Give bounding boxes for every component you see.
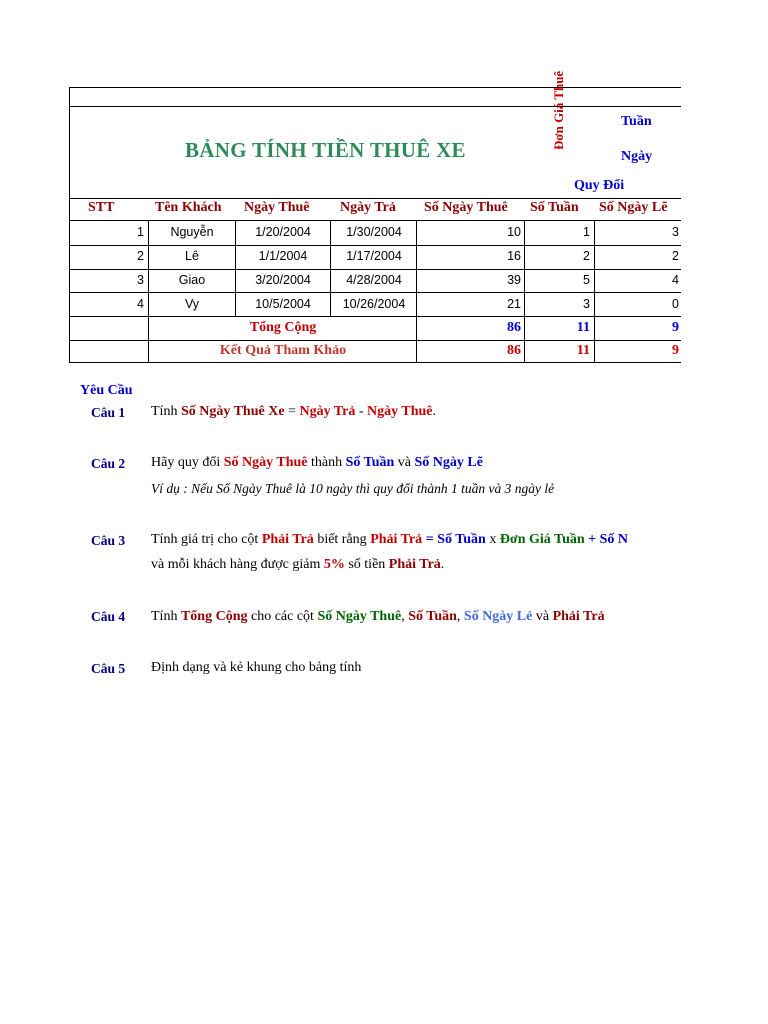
total-extra: 9 — [672, 320, 679, 335]
cell-end: 1/30/2004 — [346, 225, 402, 239]
q4-label: Câu 4 — [91, 609, 126, 624]
cell-extra: 3 — [672, 225, 679, 239]
border-col-days — [416, 220, 417, 362]
border-row1-top — [69, 220, 681, 221]
q1-t3: = — [284, 404, 300, 419]
reference-days: 86 — [507, 343, 521, 358]
border-row4-top — [69, 292, 681, 293]
cell-weeks: 1 — [583, 225, 590, 239]
cell-stt: 2 — [137, 249, 144, 263]
border-left — [69, 87, 70, 363]
border-header-top — [69, 198, 681, 199]
cell-stt: 3 — [137, 273, 144, 287]
cell-days: 16 — [507, 249, 521, 263]
q3-t3: biết rằng — [313, 532, 371, 547]
border-bottom — [69, 362, 681, 363]
q3-l2e: . — [440, 557, 445, 572]
border-top — [69, 87, 681, 88]
cell-days: 10 — [507, 225, 521, 239]
q4-text — [151, 609, 605, 625]
reference-weeks: 11 — [576, 343, 590, 358]
q4-t10: Phải Trả — [552, 609, 605, 624]
cell-name: Nguyễn — [170, 225, 214, 239]
cell-stt: 4 — [137, 297, 144, 311]
q3-t5: = — [422, 532, 438, 547]
cell-end: 10/26/2004 — [342, 297, 406, 311]
border-title-top — [69, 106, 681, 107]
cell-start: 1/20/2004 — [255, 225, 311, 239]
border-col-extra — [594, 220, 595, 362]
border-row3-top — [69, 269, 681, 270]
cell-name: Giao — [178, 273, 206, 287]
cell-end: 1/17/2004 — [346, 249, 402, 263]
header-days: Số Ngày Thuê — [424, 200, 508, 215]
cell-end: 4/28/2004 — [346, 273, 402, 287]
q3-l2b: 5% — [323, 557, 345, 572]
border-col-name — [148, 220, 149, 362]
don-gia-thue-label: Đơn Giá Thuê — [551, 70, 566, 150]
q3-l2c: số tiền — [344, 557, 389, 572]
header-weeks: Số Tuần — [530, 200, 579, 215]
cell-days: 39 — [507, 273, 521, 287]
cell-weeks: 3 — [583, 297, 590, 311]
q2-t4: Số Tuần — [345, 455, 395, 470]
q3-t8: Đơn Giá Tuần — [499, 532, 585, 547]
cell-days: 21 — [507, 297, 521, 311]
border-col-start — [235, 220, 236, 316]
q3-text — [151, 532, 628, 548]
q4-t1: Tính — [151, 609, 181, 624]
q1-t4: Ngày Trả — [299, 404, 356, 419]
header-extra: Số Ngày Lẽ — [599, 200, 668, 215]
q1-t6: Ngày Thuê — [367, 404, 433, 419]
cell-name: Lê — [185, 249, 199, 263]
q1-label: Câu 1 — [91, 405, 126, 420]
q4-t4: Số Ngày Thuê — [317, 609, 402, 624]
q4-t5: , — [401, 609, 409, 624]
cell-weeks: 5 — [583, 273, 590, 287]
q1-t2: Số Ngày Thuê Xe — [180, 404, 285, 419]
q2-label: Câu 2 — [91, 456, 126, 471]
cell-name: Vy — [184, 297, 200, 311]
q4-t9: và — [532, 609, 553, 624]
reference-label: Kết Quả Tham Khảo — [219, 343, 347, 358]
q2-example: Ví dụ : Nếu Số Ngày Thuê là 10 ngày thì quy đổi thành 1 tuần và 3 ngày lẻ — [151, 481, 555, 496]
total-label: Tổng Cộng — [249, 320, 317, 335]
q2-t2: Số Ngày Thuê — [223, 455, 308, 470]
q2-t1: Hãy quy đổi — [151, 455, 224, 470]
q3-t10: Số N — [599, 532, 629, 547]
q2-t3: thành — [307, 455, 346, 470]
q3-text-line2 — [151, 557, 444, 573]
q3-t4: Phải Trả — [370, 532, 423, 547]
header-name: Tên Khách — [155, 200, 222, 215]
q4-t6: Số Tuần — [408, 609, 457, 624]
q1-text — [151, 404, 436, 420]
cell-stt: 1 — [137, 225, 144, 239]
q4-t2: Tổng Cộng — [180, 609, 248, 624]
q4-t3: cho các cột — [247, 609, 318, 624]
q5-label: Câu 5 — [91, 661, 126, 676]
q3-l2d: Phải Trả — [388, 557, 441, 572]
q3-label: Câu 3 — [91, 533, 126, 548]
q3-t6: Số Tuần — [437, 532, 486, 547]
sheet-title: BẢNG TÍNH TIỀN THUÊ XE — [185, 138, 466, 162]
border-col-end — [330, 220, 331, 316]
quy-doi-label: Quy Đổi — [574, 178, 625, 193]
cell-start: 1/1/2004 — [258, 249, 308, 263]
q2-t6: Số Ngày Lẽ — [414, 455, 483, 470]
q2-t5: và — [394, 455, 415, 470]
q3-t1: Tính giá trị cho cột — [151, 532, 262, 547]
requirements-title: Yêu Cầu — [80, 383, 133, 398]
cell-start: 3/20/2004 — [255, 273, 311, 287]
q3-t9: + — [584, 532, 600, 547]
q4-t8: Số Ngày Lẻ — [463, 609, 533, 624]
q1-t7: . — [432, 404, 436, 419]
q4-t7: , — [456, 609, 464, 624]
total-weeks: 11 — [576, 320, 590, 335]
q1-t1: Tính — [151, 404, 181, 419]
cell-weeks: 2 — [583, 249, 590, 263]
border-total-top — [69, 316, 681, 317]
border-col-weeks — [524, 220, 525, 362]
header-start: Ngày Thuê — [244, 200, 310, 215]
border-ref-top — [69, 340, 681, 341]
reference-extra: 9 — [672, 343, 679, 358]
q3-t7: x — [485, 532, 500, 547]
tuan-label: Tuần — [621, 114, 652, 129]
q3-t2: Phải Trả — [261, 532, 314, 547]
cell-start: 10/5/2004 — [255, 297, 311, 311]
cell-extra: 2 — [672, 249, 679, 263]
cell-extra: 4 — [672, 273, 679, 287]
q3-l2a: và mỗi khách hàng được giảm — [151, 557, 324, 572]
ngay-label: Ngày — [621, 149, 653, 164]
q1-t5: - — [355, 404, 367, 419]
q5-text: Định dạng và kẻ khung cho bảng tính — [151, 660, 362, 675]
total-days: 86 — [507, 320, 521, 335]
q2-text — [151, 455, 483, 471]
border-row2-top — [69, 245, 681, 246]
header-end: Ngày Trả — [340, 200, 396, 215]
header-stt: STT — [88, 200, 115, 215]
cell-extra: 0 — [672, 297, 679, 311]
